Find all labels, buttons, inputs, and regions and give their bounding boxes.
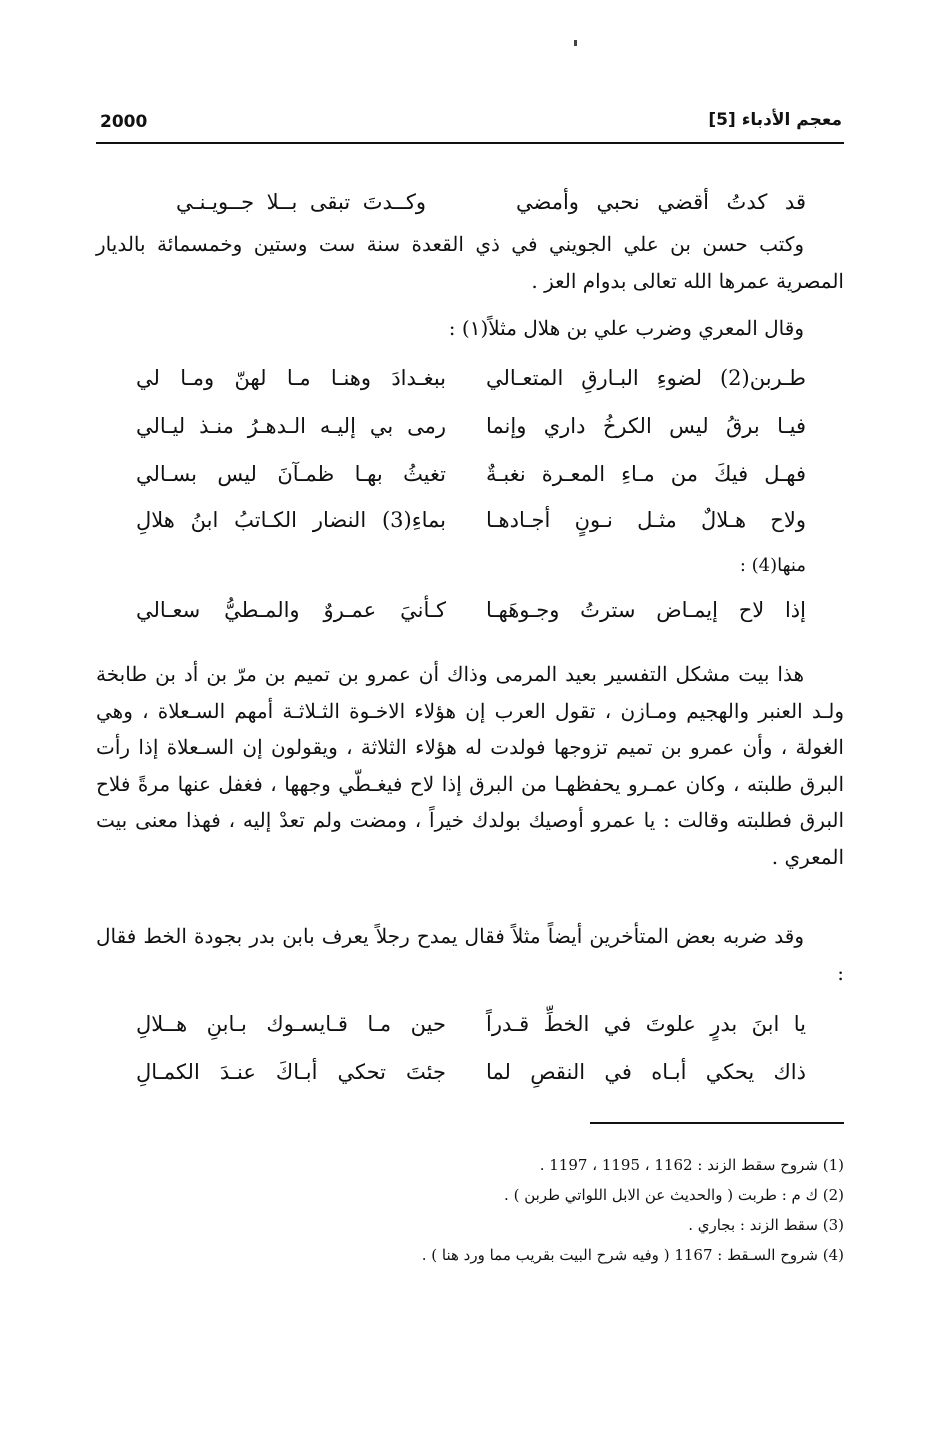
verse-hemistich-left: بماءِ(3) النضار الكـاتبُ ابنُ هلالِ [136,508,446,532]
verse-hemistich-right: إذا لاح إيمـاض سترتُ وجـوهَهـا [486,598,806,622]
stray-mark [574,40,577,46]
verse-line [136,360,806,396]
footnote: (2) ك م : طربت ( والحديث عن الابل اللواتي طربن ) . [504,1186,844,1204]
page-header [96,108,844,144]
verse-hemistich-left: تغيثُ بهـا ظمـآنَ ليس بسـالي [136,462,446,486]
paragraph-text: وقال المعري وضرب علي بن هلال مثلاً(١) : [448,316,804,340]
paragraph [96,310,844,347]
verse-line [136,1006,806,1042]
page-number: 2000 [100,112,148,132]
running-head: معجم الأدباء [5] [708,110,842,130]
footnote: (3) سقط الزند : بجاري . [688,1216,844,1234]
paragraph-text: هذا بيت مشكل التفسير بعيد المرمى وذاك أن عمرو بن تميم بن مرّ بن أد بن طابخة ولـد العنبر والهجيم ومـازن ، تقول العرب إن هؤلاء الاخـوة الثـلاثـة أمهم السـعلاة ، وهي الغولة ، وأن عمرو بن تميم تزوجها فولدت له هؤلاء الثلاثة ، ويقولون إن السـعلاة إذا رأت البرق طلبته ، وكان عمـرو يحفظهـا من البرق إذا لاح فيغـطّي وجهها ، فغفل عنها مرةً فلاح البرق فطلبته وقالت : يا عمرو أوصيك بولدك خيراً ، ومضت ولم تعدْ إليه ، فهذا معنى بيت المعري . [96,662,844,869]
verse-intro [600,548,806,584]
verse-hemistich-left: ببغـدادَ وهنـا مـا لهنّ ومـا لي [136,366,446,390]
verse-hemistich-right: ولاح هـلالٌ مثـل نـونٍ أجـادهـا [486,508,806,532]
verse-line [136,502,806,538]
verse-line [176,184,806,220]
verse-hemistich-right: قد كدتُ أقضي نحبي وأمضي [516,190,806,214]
verse-hemistich-left: جئتَ تحكي أبـاكَ عنـدَ الكمـالِ [136,1060,446,1084]
verse-hemistich-right: طـربن(2) لضوءِ البـارقِ المتعـالي [486,366,806,390]
verse-hemistich-right: يا ابنَ بدرٍ علوتَ في الخطِّ قـدراً [486,1012,806,1036]
verse-hemistich-left: حين مـا قـايسـوك بـابنِ هــلالِ [136,1012,446,1036]
verse-hemistich-left: رمى بي إليـه الـدهـرُ منـذ ليـالي [136,414,446,438]
verse-line [136,456,806,492]
verse-hemistich-right: فيـا برقُ ليس الكرخُ داري وإنما [486,414,806,438]
footnotes [96,1150,844,1270]
minha-label: منها(4) : [739,555,806,576]
paragraph [96,656,844,875]
verse-hemistich-right: فهـل فيكَ من مـاءِ المعـرة نغبـةٌ [486,462,806,486]
paragraph-text: وقد ضربه بعض المتأخرين أيضاً مثلاً فقال يمدح رجلاً يعرف بابن بدر بجودة الخط فقال : [96,924,844,985]
paragraph [96,918,844,991]
verse-hemistich-left: كـأنيَ عمـروٌ والمـطيُّ سعـالي [136,598,446,622]
paragraph [96,226,844,299]
verse-line [136,408,806,444]
footnote: (1) شروح سقط الزند : 1162 ، 1195 ، 1197 . [539,1156,844,1174]
verse-hemistich-left: وكــدتَ تبقى بــلا جــويـنـي [176,190,426,214]
footnote: (4) شروح السـقط : 1167 ( وفيه شرح البيت بقريب مما ورد هنا ) . [421,1246,844,1264]
footnote-separator [590,1122,844,1124]
verse-hemistich-right: ذاك يحكي أبـاه في النقصِ لما [486,1060,806,1084]
verse-line [136,592,806,628]
verse-line [136,1054,806,1090]
paragraph-text: وكتب حسن بن علي الجويني في ذي القعدة سنة ست وستين وخمسمائة بالديار المصرية عمرها الله تعالى بدوام العز . [96,232,844,293]
